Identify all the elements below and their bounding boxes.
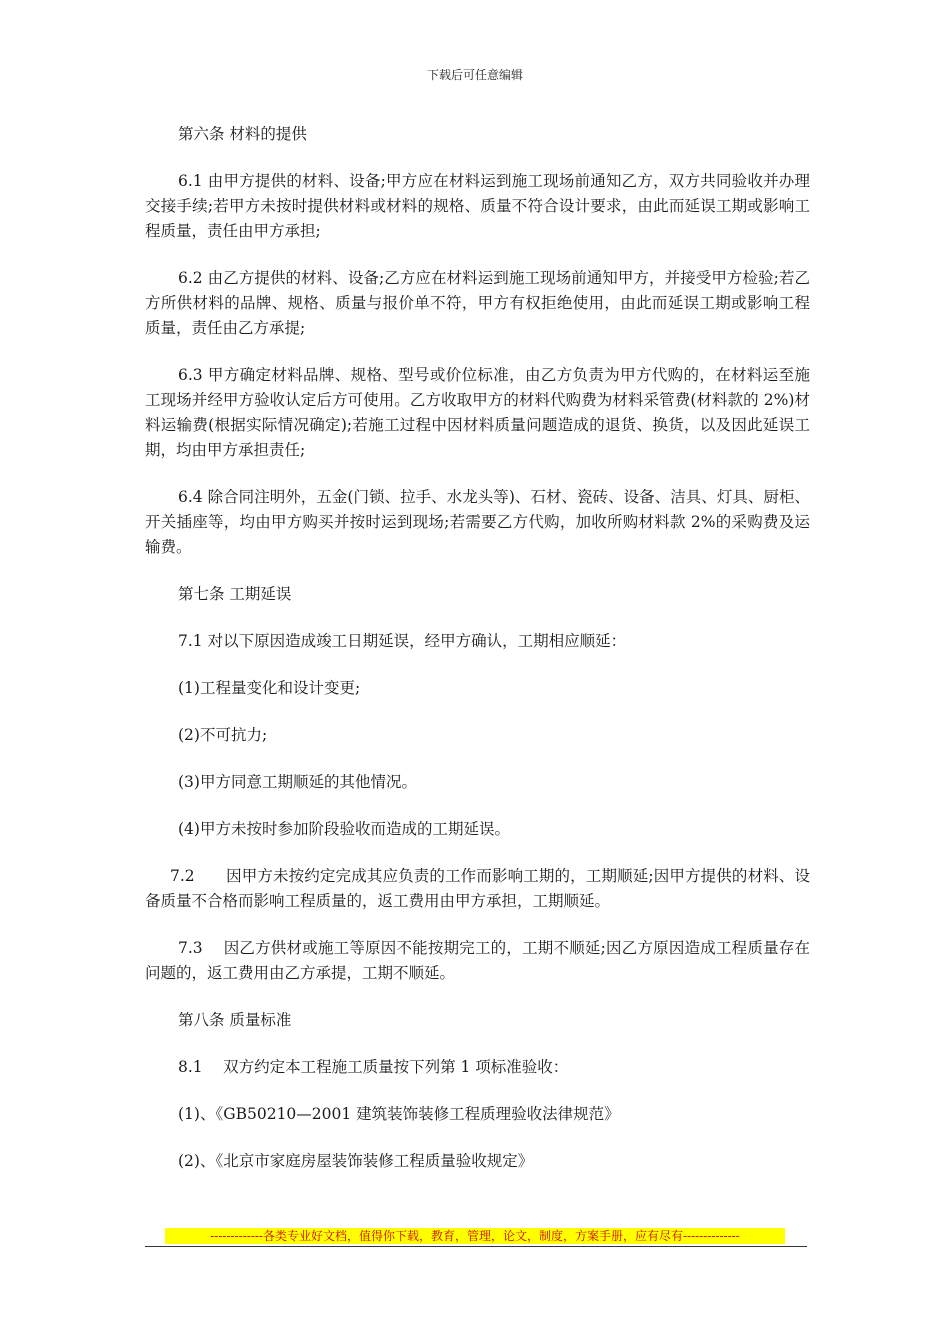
clause-7-2: 7.2 因甲方未按约定完成其应负责的工作而影响工期的，工期顺延;因甲方提供的材料、设备质量不合格而影响工程质量的，返工费用由甲方承担，工期顺延。 (145, 867, 810, 910)
clause-6-4: 6.4 除合同注明外，五金(门锁、拉手、水龙头等)、石材、瓷砖、设备、洁具、灯具、厨柜、开关插座等，均由甲方购买并按时运到现场;若需要乙方代购，加收所购材料款 2%的采购费及运输费。 (145, 488, 810, 556)
document-body (145, 122, 810, 1196)
clause-7-3: 7.3 因乙方供材或施工等原因不能按期完工的，工期不顺延;因乙方原因造成工程质量存在问题的，返工费用由乙方承提，工期不顺延。 (145, 939, 810, 982)
clause-7-1-item-2: (2)不可抗力; (178, 726, 268, 744)
section-8-heading: 第八条 质量标准 (178, 1011, 292, 1029)
clause-7-1-item-3: (3)甲方同意工期顺延的其他情况。 (178, 773, 417, 791)
clause-8-1-item-1: (1)、《GB50210—2001 建筑装饰装修工程质理验收法律规范》 (178, 1105, 620, 1123)
clause-6-3: 6.3 甲方确定材料品牌、规格、型号或价位标准，由乙方负责为甲方代购的，在材料运至施工现场并经甲方验收认定后方可使用。乙方收取甲方的材料代购费为材料采管费(材料款的 2%)材料运输费(根据实际情况确定);若施工过程中因材料质量问题造成的退货、换货，以及因此延误工期，均由甲方承担责任; (145, 366, 810, 459)
footer-divider (145, 1246, 807, 1247)
clause-8-1: 8.1 双方约定本工程施工质量按下列第 1 项标准验收： (178, 1058, 569, 1076)
clause-8-1-item-2: (2)、《北京市家庭房屋装饰装修工程质量验收规定》 (178, 1152, 534, 1170)
footer-banner: -------------各类专业好文档，值得你下载，教育，管理，论文，制度，方案手册，应有尽有-------------- (165, 1228, 785, 1244)
clause-6-2: 6.2 由乙方提供的材料、设备;乙方应在材料运到施工现场前通知甲方，并接受甲方检验;若乙方所供材料的品牌、规格、质量与报价单不符，甲方有权拒绝使用，由此而延误工期或影响工程质量，责任由乙方承提; (145, 269, 810, 337)
header-note: 下载后可任意编辑 (426, 68, 523, 82)
clause-6-1: 6.1 由甲方提供的材料、设备;甲方应在材料运到施工现场前通知乙方，双方共同验收并办理交接手续;若甲方未按时提供材料或材料的规格、质量不符合设计要求，由此而延误工期或影响工程质量，责任由甲方承担; (145, 172, 810, 240)
clause-7-1-item-4: (4)甲方未按时参加阶段验收而造成的工期延误。 (178, 820, 510, 838)
section-7-heading: 第七条 工期延误 (178, 585, 292, 603)
clause-7-1: 7.1 对以下原因造成竣工日期延误，经甲方确认，工期相应顺延： (178, 632, 627, 650)
clause-7-1-item-1: (1)工程量变化和设计变更; (178, 679, 361, 697)
section-6-heading: 第六条 材料的提供 (178, 125, 307, 143)
